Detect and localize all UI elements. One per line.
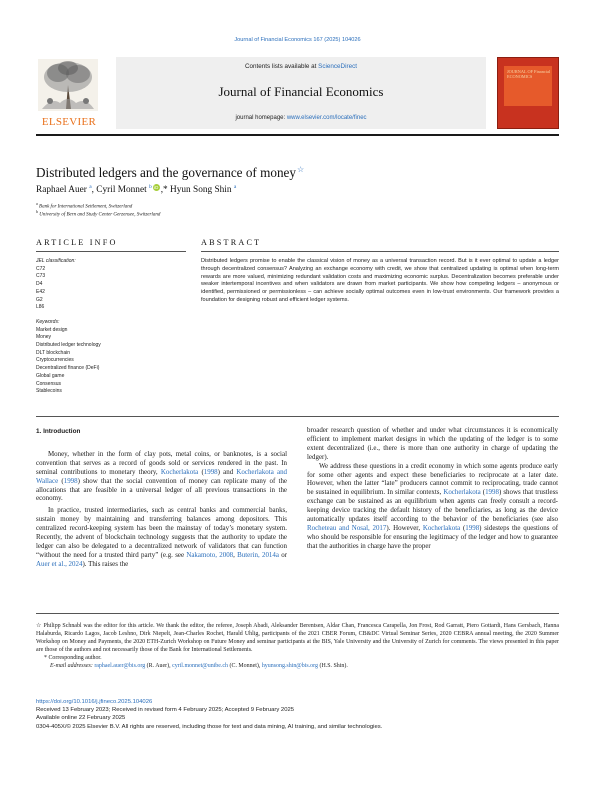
body-column-right: [307, 426, 558, 551]
affiliation-text: University of Bern and Study Center Gerzensee, Switzerland: [39, 212, 161, 218]
text-run: ) sidesteps the questions of who should be responsible for ensuring the legitimacy of the ledger and how to guarantee that the authorities in charge have the proper: [307, 523, 559, 550]
journal-title: Journal of Financial Economics: [218, 84, 384, 99]
text-run: (: [480, 488, 486, 497]
affiliation-marker: a: [36, 201, 38, 206]
text-run: (: [198, 467, 204, 476]
jel-code: C73: [36, 273, 46, 280]
keyword: Decentralized finance (DeFi): [36, 365, 100, 372]
jel-label: JEL classification:: [36, 258, 76, 264]
homepage-prefix: journal homepage:: [235, 115, 287, 121]
keyword: Consensus: [36, 380, 62, 387]
running-head[interactable]: Journal of Financial Economics 167 (2025) 104026: [234, 37, 361, 43]
author-list: [36, 184, 236, 195]
text-run: ). This raises the: [82, 559, 129, 568]
body-paragraph: [36, 506, 287, 568]
text-run: ) and: [217, 467, 237, 476]
keyword: Cryptocurrencies: [36, 357, 74, 364]
abstract-rule: [201, 251, 559, 252]
author-name: Raphael Auer: [36, 185, 87, 196]
acknowledgement-footnote: [36, 622, 559, 654]
keyword: DLT blockchain: [36, 349, 70, 356]
corresponding-text: Corresponding author.: [48, 655, 102, 661]
email-label: E-mail addresses:: [50, 663, 93, 669]
cover-title: JOURNAL OF Financial ECONOMICS: [507, 69, 551, 79]
text-run: In practice, trusted intermediaries, such as central banks and commercial banks, sustain money by maintaining and transferring balances among depositors. This centralized record-keeping system has been the mainstay of today’s monetary system. Recently, the advent of blockchain technology suggests that the authority to update the ledger can also be delegated to a decentralized network of validators that can function “without the need for a trusted third party” (e.g. see: [36, 506, 287, 559]
title-footnote-marker[interactable]: ☆: [297, 165, 305, 174]
text-run: (: [460, 523, 466, 532]
article-info-block: [36, 258, 186, 396]
publication-info: [36, 698, 559, 731]
abstract-body: Distributed ledgers promise to enable the classical vision of money as a universal transaction record. But is it ever optimal to update a ledger through decentralized consensus? Analyzing an exchange economy with credit, we show that centralized updating is optimal when long-term rewards are more valued, minimizing redundant validation costs and maximizing economic surplus. Decentralization becomes preferable under weaker intertemporal incentives and when validators are drawn from market participants. We show how competing ledgers – anonymous or identified, permissioned or permissionless – can achieve socially optimal outcomes even in low-trust environments. Our framework provides a foundation for designing robust and efficient ledger systems.: [201, 258, 559, 303]
email-link[interactable]: raphael.auer@bis.org: [94, 663, 146, 669]
email-owner: (C. Monnet),: [228, 663, 262, 669]
text-run: ,: [233, 550, 238, 559]
article-info-heading: ARTICLE INFO: [36, 238, 118, 247]
publisher-name: ELSEVIER: [41, 116, 97, 128]
text-run: We address these questions in a credit economy in which some agents produce early for some other agents and expect these beneficiaries to reciprocate at a later date. However, when the latter “late” producers cannot commit to reciprocating, trade cannot be sustained in equilibrium. In similar contexts,: [307, 461, 558, 497]
text-run: or: [278, 550, 287, 559]
footnotes: [36, 622, 559, 670]
footnote-star: ☆: [36, 623, 42, 629]
email-link[interactable]: cyril.monnet@unibe.ch: [172, 663, 229, 669]
email-link[interactable]: hyunsong.shin@bis.org: [261, 663, 318, 669]
received-dates: Received 13 February 2023; Received in revised form 4 February 2025; Accepted 9 February 2025: [36, 707, 295, 714]
available-online: Available online 22 February 2025: [36, 715, 126, 722]
journal-cover-image[interactable]: [497, 57, 559, 129]
body-paragraph: [36, 450, 287, 503]
jel-code: G2: [36, 296, 43, 303]
text-run: (: [58, 476, 64, 485]
keyword: Money: [36, 334, 52, 341]
citation-link[interactable]: 1998: [485, 488, 499, 497]
jel-code: E42: [36, 288, 45, 295]
keyword: Stablecoins: [36, 388, 62, 395]
citation-link[interactable]: Auer et al., 2024: [36, 559, 83, 568]
asterisk-marker: *: [44, 655, 47, 661]
masthead-center: [116, 57, 486, 129]
citation-link[interactable]: Kocherlakota and Wallace: [36, 467, 288, 485]
sciencedirect-link[interactable]: ScienceDirect: [318, 63, 357, 70]
citation-link[interactable]: Kocherlakota: [422, 523, 461, 532]
keyword: Market design: [36, 326, 68, 333]
article-title-text: Distributed ledgers and the governance of money: [36, 165, 297, 180]
section-heading: 1. Introduction: [36, 428, 81, 435]
orcid-icon[interactable]: iD: [154, 185, 159, 191]
affiliation-text: Bank for International Settlement, Switzerland: [39, 204, 133, 210]
citation-link[interactable]: Kocherlakota: [160, 467, 199, 476]
citation-link[interactable]: Rocheteau and Nosal, 2017: [307, 523, 387, 532]
jel-code: L86: [36, 304, 45, 311]
author-separator: ,: [91, 185, 94, 196]
contents-prefix: Contents lists available at: [244, 63, 319, 70]
author-name: Cyril Monnet: [96, 185, 147, 196]
citation-link[interactable]: 1998: [63, 476, 78, 485]
contents-line: [116, 63, 486, 70]
footnote-rule: [36, 613, 559, 614]
front-matter-rule: [36, 416, 559, 417]
copyright-line: 0304-405X/© 2025 Elsevier B.V. All rights are reserved, including those for text and data mining, AI training, and similar technologies.: [36, 723, 383, 730]
body-paragraph: [307, 426, 558, 462]
author-affil-marker[interactable]: a: [89, 184, 92, 190]
email-owner: (H.S. Shin).: [318, 663, 348, 669]
keyword: Distributed ledger technology: [36, 342, 101, 349]
citation-link[interactable]: 1998: [465, 523, 480, 532]
text-run: ) show that the social convention of money can replicate many of the allocations that are feasible in a universal ledger of all previous transactions in the economy.: [36, 476, 287, 503]
text-run: ). However,: [386, 523, 423, 532]
corresponding-marker[interactable]: ,*: [160, 185, 168, 196]
acknowledgement-text: Philipp Schnabl was the editor for this article. We thank the editor, the referee, Joseph Abadi, Aleksander Berentsen, Aldar Chan, Francesca Carapella, Jon Frost, Rod Garratt, Piero Gottardi, Hans Gersbach, Hanna Halaburda, Ricardo Lagos, Jacob Leshno, Dirk Niepelt, Jean-Charles Rochet, Harald Uhlig, participants of the 2021 CBER Forum, CB&DC Virtual Seminar Series, 2020 CEBRA annual meeting, the 2020 Summer Workshop on Money and Payments, the 2020 ETH-Zurich Workshop on Future Money and seminar participants at the BIS, Yale University and the University of Zurich for comments. The views presented in this paper are those of the authors and not necessarily those of the Bank for International Settlements.: [36, 623, 559, 653]
citation-link[interactable]: Nakamoto, 2008: [186, 550, 234, 559]
text-run: Money, whether in the form of clay pots, metal coins, or banknotes, is a social convention that serves as a record of goods sold or services rendered in the past. In seminal contributions to monetary theory,: [36, 449, 287, 476]
citation-link[interactable]: 1998: [203, 467, 218, 476]
author-affil-marker[interactable]: b: [148, 184, 152, 190]
jel-code: D4: [36, 281, 43, 288]
body-column-left: [36, 428, 287, 569]
elsevier-logo[interactable]: [36, 57, 102, 129]
article-title: [36, 165, 304, 181]
elsevier-tree-icon: [38, 59, 98, 111]
abstract-heading: ABSTRACT: [201, 238, 262, 247]
affiliation-marker: b: [36, 209, 38, 214]
journal-masthead: [36, 57, 559, 129]
keyword: Global game: [36, 372, 65, 379]
doi-link[interactable]: https://doi.org/10.1016/j.jfineco.2025.104026: [36, 699, 153, 705]
citation-link[interactable]: Buterin, 2014a: [237, 550, 279, 559]
author-affil-marker[interactable]: a: [233, 184, 237, 190]
body-paragraph: [307, 462, 558, 551]
email-owner: (R. Auer),: [145, 663, 173, 669]
citation-link[interactable]: Kocherlakota: [443, 488, 481, 497]
author-name: Hyun Song Shin: [170, 185, 232, 196]
keywords-label: Keywords:: [36, 318, 60, 325]
affiliation: [36, 209, 160, 218]
text-run: broader research question of whether and under what circumstances it is economically efficient to implement market designs in which the updating of the ledger is to some extent decentralized (i.e., there is more than one authority in charge of updating the ledger).: [307, 426, 558, 461]
jel-code: C72: [36, 265, 46, 272]
homepage-link[interactable]: www.elsevier.com/locate/finec: [286, 115, 367, 121]
corresponding-footnote: [36, 654, 559, 662]
homepage-line: [116, 115, 486, 121]
article-info-rule: [36, 251, 186, 252]
text-run: ) shows that trustless exchange can be sustained as an equilibrium when agents can freely consult a record-keeping device tracking the default history of the beneficiaries, as long as the device automatically updates itself according to the behavior of the beneficiaries (see also: [307, 488, 558, 524]
email-footnote: [36, 662, 559, 670]
masthead-rule: [36, 134, 559, 136]
